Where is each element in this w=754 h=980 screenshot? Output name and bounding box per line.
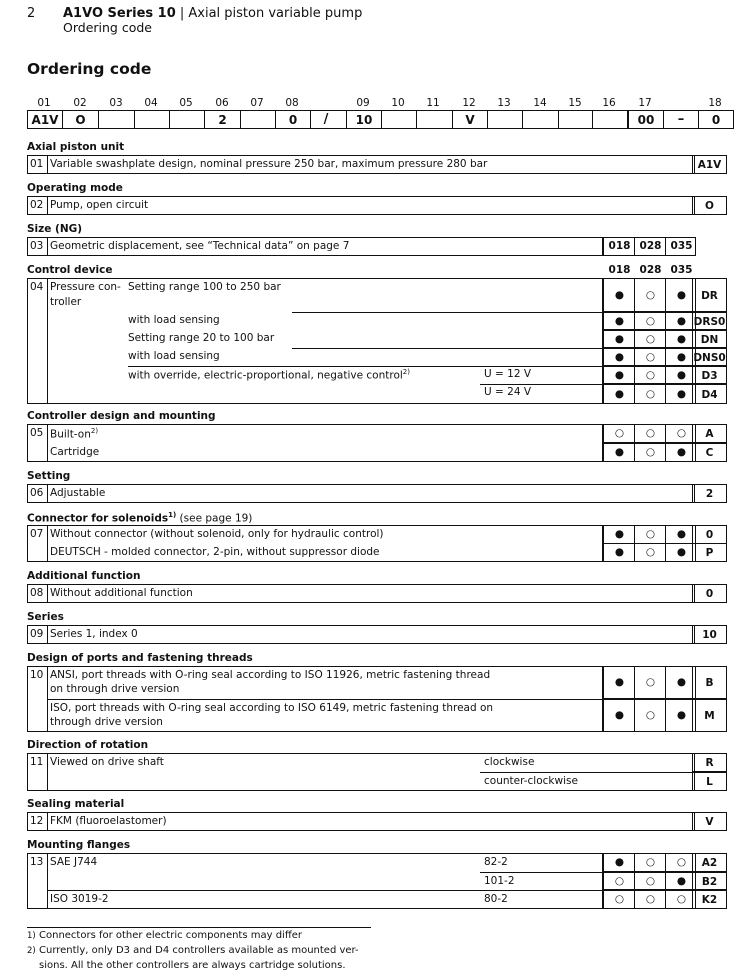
flange-size: 82-2: [484, 856, 508, 868]
position-number: 03: [109, 97, 123, 109]
design-option-text: [50, 427, 98, 441]
footnote-marker: 2): [27, 946, 36, 956]
availability-mark: ●: [676, 546, 687, 558]
position-number: 17: [638, 97, 652, 109]
control-option-text: [128, 332, 274, 344]
series-index: 09: [30, 628, 44, 640]
code-box: [240, 110, 276, 129]
index-divider: [47, 753, 48, 791]
code-box: [592, 110, 628, 129]
availability-mark: ●: [614, 676, 625, 688]
section-title-connector: [27, 511, 252, 525]
index-divider: [47, 196, 48, 215]
rotation-text: Viewed on drive shaft: [50, 756, 164, 768]
code-box: V: [452, 110, 488, 129]
rotation-code: L: [692, 772, 727, 791]
operating-mode-index: 02: [30, 199, 44, 211]
voltage-label: U = 12 V: [484, 368, 532, 380]
availability-mark: ○: [614, 874, 625, 887]
index-divider: [47, 812, 48, 831]
footnote-text: sions. All the other controllers are always cartridge solutions.: [39, 960, 346, 971]
availability-mark: ●: [614, 368, 625, 381]
additional-function-index: 08: [30, 587, 44, 599]
code-0: 0: [692, 584, 727, 603]
design-code: C: [692, 443, 727, 462]
control-code: DRS0: [692, 312, 727, 330]
control-label: Pressure con-: [50, 281, 121, 293]
index-divider: [47, 155, 48, 174]
size-column-header: 028: [639, 264, 662, 276]
code-V: V: [692, 812, 727, 831]
control-option-label: with load sensing: [128, 314, 220, 326]
document-title: [63, 6, 362, 21]
footnote: [27, 960, 346, 971]
port-code: M: [692, 699, 727, 732]
code-box: [558, 110, 593, 129]
code-box: [522, 110, 559, 129]
availability-mark: ●: [614, 314, 625, 327]
strip-line: [310, 128, 346, 129]
availability-mark: ○: [645, 368, 656, 381]
control-option-label: Setting range 100 to 250 bar: [128, 281, 281, 293]
sealing-material-index: 12: [30, 815, 44, 827]
availability-mark: ●: [676, 332, 687, 345]
availability-mark: ○: [676, 856, 687, 868]
size-column-header: 018: [608, 264, 631, 276]
flange-code: A2: [692, 853, 727, 872]
footnote-ref: 2): [90, 427, 99, 435]
port-option-line2: through drive version: [50, 716, 163, 728]
code-box: 0: [275, 110, 311, 129]
section-title-mounting-flanges: Mounting flanges: [27, 839, 131, 851]
flanges-index: 13: [30, 856, 44, 868]
availability-mark: ●: [676, 528, 687, 540]
controller-design-row: [27, 424, 603, 462]
code-box: 10: [346, 110, 382, 129]
availability-mark: ●: [614, 528, 625, 540]
control-code: DNS0: [692, 348, 727, 366]
design-option-label: Cartridge: [50, 446, 100, 458]
availability-mark: ●: [614, 446, 625, 458]
flange-standard: SAE J744: [50, 856, 98, 868]
code-A1V: A1V: [692, 155, 727, 174]
connector-option-text: DEUTSCH - molded connector, 2-pin, without suppressor diode: [50, 546, 380, 558]
availability-mark: ○: [645, 288, 656, 301]
section-title-controller-design: Controller design and mounting: [27, 410, 216, 422]
position-number: 06: [215, 97, 229, 109]
size-text: Geometric displacement, see “Technical data” on page 7: [50, 240, 350, 252]
availability-mark: ●: [676, 709, 687, 721]
row-divider: [292, 312, 603, 313]
position-number: 08: [285, 97, 299, 109]
control-code: DN: [692, 330, 727, 348]
section-title-axial-piston-unit: Axial piston unit: [27, 141, 125, 153]
port-code: B: [692, 666, 727, 699]
size-value: 028: [639, 240, 662, 252]
position-number: 04: [144, 97, 158, 109]
position-number: 07: [250, 97, 264, 109]
position-number: 11: [426, 97, 440, 109]
flange-code: K2: [692, 890, 727, 909]
availability-mark: ○: [645, 350, 656, 363]
footnote: [27, 945, 359, 956]
connector-option-text: Without connector (without solenoid, only for hydraulic control): [50, 528, 384, 540]
section-title-series: Series: [27, 611, 64, 623]
connector-title-note: (see page 19): [176, 512, 253, 525]
page-number: 2: [27, 6, 36, 21]
footnote-text: Currently, only D3 and D4 controllers available as mounted ver-: [39, 945, 359, 956]
code-box: O: [62, 110, 99, 129]
control-code: DR: [692, 278, 727, 312]
availability-mark: ○: [614, 427, 625, 439]
document-subtitle: Ordering code: [63, 20, 152, 35]
design-option-label: Built-on: [50, 428, 91, 441]
position-number: 18: [708, 97, 722, 109]
row-divider: [47, 890, 603, 891]
index-divider: [47, 584, 48, 603]
control-option-text: [128, 368, 410, 382]
flange-standard: ISO 3019-2: [50, 893, 109, 905]
rotation-option: clockwise: [484, 756, 535, 768]
setting-text: Adjustable: [50, 487, 106, 499]
availability-mark: ○: [645, 709, 656, 721]
connector-index: 07: [30, 528, 44, 540]
position-number: 12: [462, 97, 476, 109]
section-title-control-device: Control device: [27, 264, 113, 276]
control-code: D3: [692, 366, 727, 384]
control-option-label: Setting range 20 to 100 bar: [128, 332, 275, 344]
sealing-material-text: FKM (fluoroelastomer): [50, 815, 167, 827]
availability-mark: ●: [676, 368, 687, 381]
row-divider: [47, 699, 603, 700]
code-box: [416, 110, 453, 129]
section-title-setting: Setting: [27, 470, 71, 482]
section-title-sealing: Sealing material: [27, 798, 125, 810]
section-title-size: Size (NG): [27, 223, 83, 235]
availability-mark: ○: [645, 387, 656, 400]
availability-mark: ○: [645, 427, 656, 439]
availability-mark: ○: [645, 314, 656, 327]
control-label: troller: [50, 296, 82, 308]
index-divider: [47, 525, 48, 562]
row-divider: [292, 348, 603, 349]
flange-code: B2: [692, 872, 727, 890]
index-divider: [47, 278, 48, 404]
control-option-label: with load sensing: [128, 350, 220, 362]
position-number: 14: [533, 97, 547, 109]
operating-mode-text: Pump, open circuit: [50, 199, 149, 211]
control-option-label: with override, electric-proportional, negative control: [128, 369, 403, 382]
position-number: 13: [497, 97, 511, 109]
rotation-index: 11: [30, 756, 44, 768]
availability-mark: ●: [614, 350, 625, 363]
code-box: [98, 110, 135, 129]
availability-mark: ●: [676, 350, 687, 363]
availability-mark: ●: [676, 314, 687, 327]
ports-index: 10: [30, 669, 44, 681]
position-number: 09: [356, 97, 370, 109]
strip-line: [310, 110, 346, 111]
setting-index: 06: [30, 487, 44, 499]
code-box: 0: [698, 110, 734, 129]
design-option-text: [50, 446, 99, 458]
code-box: [134, 110, 170, 129]
position-number: 16: [602, 97, 616, 109]
availability-mark: ○: [645, 893, 656, 905]
control-option-text: [128, 281, 281, 293]
position-number: 02: [73, 97, 87, 109]
availability-mark: ○: [645, 874, 656, 887]
availability-mark: ○: [645, 528, 656, 540]
index-divider: [47, 625, 48, 644]
row-divider: [480, 872, 603, 873]
availability-mark: ○: [676, 427, 687, 439]
rotation-code: R: [692, 753, 727, 772]
product-name: A1VO Series 10: [63, 6, 176, 21]
footnote-ref: 2): [402, 368, 410, 376]
availability-mark: ●: [676, 446, 687, 458]
code-box: 00: [628, 110, 664, 129]
availability-mark: ●: [676, 288, 687, 301]
availability-mark: ○: [645, 676, 656, 688]
page-heading: Ordering code: [27, 60, 152, 78]
setting-row: [27, 484, 695, 503]
code-box: 2: [204, 110, 241, 129]
position-number: 05: [179, 97, 193, 109]
availability-mark: ○: [614, 893, 625, 905]
section-title-operating-mode: Operating mode: [27, 182, 123, 194]
availability-mark: ●: [614, 288, 625, 301]
control-device-index: 04: [30, 281, 44, 293]
availability-mark: ●: [614, 387, 625, 400]
footnote-separator: [27, 927, 371, 928]
flanges-row: [27, 853, 603, 909]
footnote-text: Connectors for other electric components may differ: [39, 930, 302, 941]
code-2: 2: [692, 484, 727, 503]
size-value: 035: [670, 240, 693, 252]
axial-piston-unit-index: 01: [30, 158, 44, 170]
index-divider: [47, 237, 48, 256]
port-option-line1: ISO, port threads with O-ring seal according to ISO 6149, metric fastening thread on: [50, 702, 494, 714]
availability-mark: ●: [614, 709, 625, 721]
position-number: 10: [391, 97, 405, 109]
controller-design-index: 05: [30, 427, 44, 439]
product-description: | Axial piston variable pump: [175, 6, 363, 21]
position-number: 15: [568, 97, 582, 109]
port-option-line2: on through drive version: [50, 683, 180, 695]
index-divider: [47, 484, 48, 503]
availability-mark: ○: [645, 546, 656, 558]
voltage-label: U = 24 V: [484, 386, 532, 398]
section-title-ports: Design of ports and fastening threads: [27, 652, 253, 664]
size-index: 03: [30, 240, 44, 252]
code-separator: –: [677, 112, 685, 127]
availability-mark: ●: [614, 332, 625, 345]
design-code: A: [692, 424, 727, 443]
control-code: D4: [692, 384, 727, 404]
connector-code: 0: [692, 525, 727, 544]
row-divider: [480, 384, 603, 385]
additional-function-text: Without additional function: [50, 587, 193, 599]
section-title-rotation: Direction of rotation: [27, 739, 149, 751]
flange-size: 101-2: [484, 875, 515, 887]
axial-piston-unit-text: Variable swashplate design, nominal pressure 250 bar, maximum pressure 280 bar: [50, 158, 488, 170]
size-column-header: 035: [670, 264, 693, 276]
availability-mark: ●: [676, 387, 687, 400]
size-value: 018: [608, 240, 631, 252]
availability-mark: ●: [614, 856, 625, 868]
code-box: [487, 110, 523, 129]
flange-size: 80-2: [484, 893, 508, 905]
availability-mark: ●: [676, 676, 687, 688]
control-option-text: [128, 350, 220, 362]
connector-title: Connector for solenoids: [27, 512, 169, 525]
row-divider: [128, 366, 603, 367]
strip-line: [663, 128, 698, 129]
code-10: 10: [692, 625, 727, 644]
connector-code: P: [692, 543, 727, 562]
index-divider: [47, 853, 48, 909]
code-box: [169, 110, 205, 129]
availability-mark: ○: [676, 893, 687, 905]
index-divider: [47, 424, 48, 462]
row-divider: [480, 772, 698, 773]
port-option-line1: ANSI, port threads with O-ring seal according to ISO 11926, metric fastening thread: [50, 669, 491, 681]
strip-line: [663, 110, 698, 111]
control-option-text: [128, 314, 220, 326]
code-box: [381, 110, 417, 129]
section-title-additional-function: Additional function: [27, 570, 141, 582]
availability-mark: ○: [645, 856, 656, 868]
code-box: A1V: [27, 110, 63, 129]
code-O: O: [692, 196, 727, 215]
series-text: Series 1, index 0: [50, 628, 138, 640]
footnote-marker: 1): [27, 931, 36, 941]
availability-mark: ○: [645, 446, 656, 458]
footnote-ref: 1): [168, 511, 177, 519]
position-number: 01: [37, 97, 51, 109]
rotation-option: counter-clockwise: [484, 775, 578, 787]
code-separator: /: [323, 112, 329, 127]
footnote: [27, 930, 302, 941]
availability-mark: ○: [645, 332, 656, 345]
availability-mark: ●: [614, 546, 625, 558]
availability-mark: ●: [676, 874, 687, 887]
